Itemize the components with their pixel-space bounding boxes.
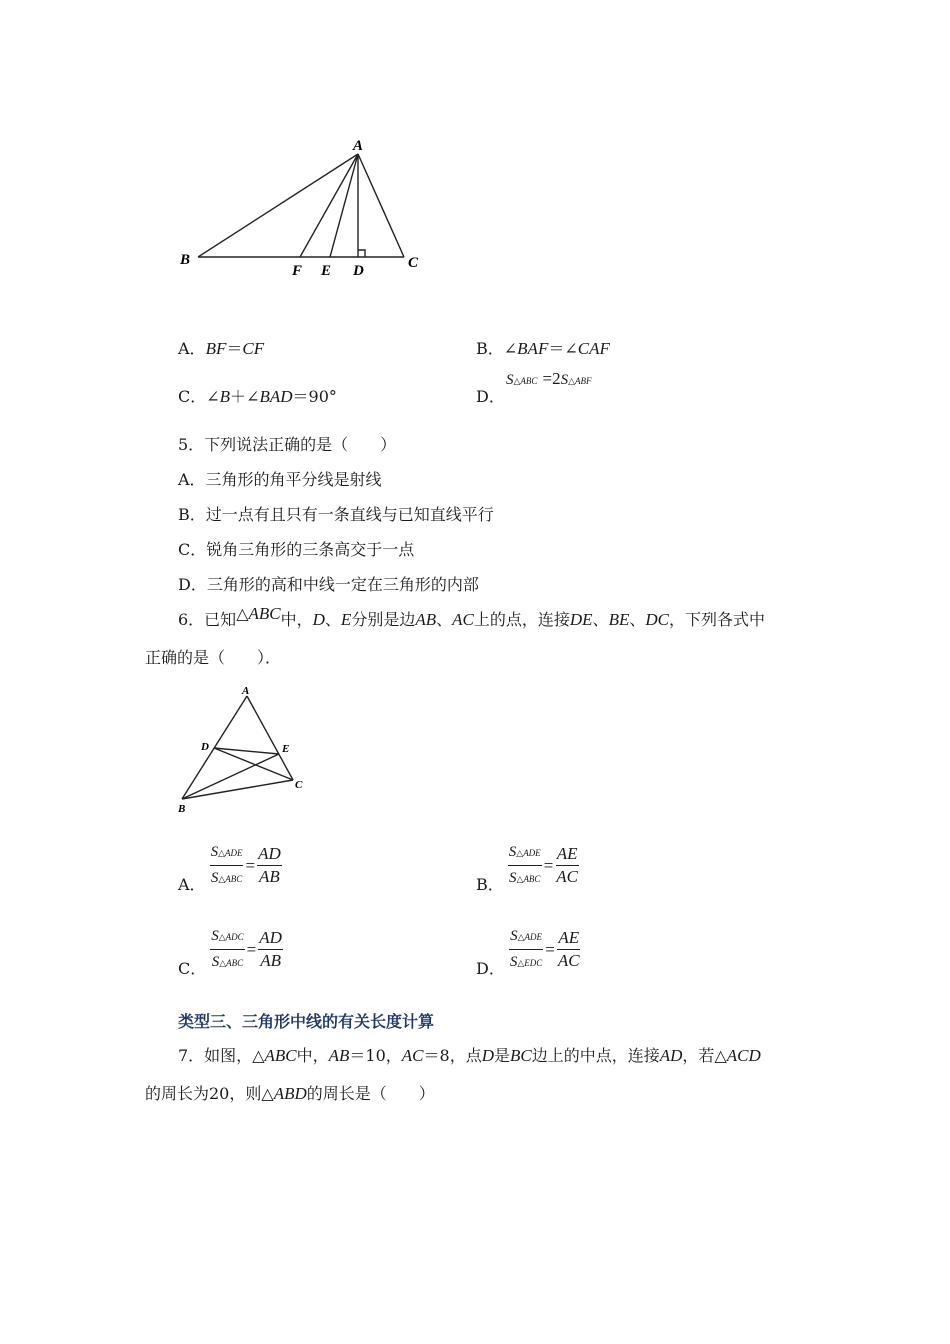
label-a: A — [242, 685, 250, 697]
figure-triangle-abc — [170, 130, 440, 310]
label-b: B — [178, 803, 186, 815]
triangle-symbol: △ — [568, 377, 576, 387]
q5-option-b[interactable]: B．过一点有且只有一条直线与已知直线平行 — [178, 505, 494, 524]
math-bad: BAD — [259, 387, 293, 406]
q4-option-a[interactable] — [178, 336, 264, 359]
equals-2: =2 — [542, 369, 561, 388]
q5-option-c[interactable]: C．锐角三角形的三条高交于一点 — [178, 540, 415, 559]
q7-stem-line1: 7．如图，△ABC中，AB＝10，AC＝8，点D是BC边上的中点，连接AD，若△ACD — [178, 1046, 761, 1065]
angle-symbol: ∠ — [246, 387, 260, 406]
figure-triangle-ade — [170, 682, 320, 817]
option-letter: C． — [178, 387, 207, 406]
sub-abc: ABC — [520, 376, 538, 386]
q6-stem-line1: 6．已知△ABC中，D、E分别是边AB、AC上的点，连接DE、BE、DC，下列各式中 — [178, 604, 765, 629]
q4-option-d-formula — [506, 369, 592, 389]
q6-option-b[interactable]: B． $\frac{\text{S△ADE}}{\text{S△ABC}}$ = $\frac{AE}{AC}$ — [476, 836, 579, 895]
math-caf: CAF — [577, 339, 610, 358]
segment-ac — [358, 154, 404, 257]
label-a: A — [353, 138, 364, 154]
q6-option-d[interactable]: D． $\frac{\text{S△ADE}}{\text{S△EDC}}$ = $\frac{AE}{AC}$ — [476, 920, 581, 979]
option-letter: B． — [476, 339, 504, 358]
equals: ＝ — [548, 339, 565, 358]
q4-option-b[interactable] — [476, 336, 610, 359]
label-d: D — [201, 741, 209, 753]
q6-stem-line2: 正确的是（ ）． — [145, 648, 282, 667]
q4-option-d[interactable] — [476, 384, 505, 407]
angle-symbol: ∠ — [206, 387, 220, 406]
label-e: E — [282, 743, 290, 755]
section-heading: 类型三、三角形中线的有关长度计算 — [178, 1012, 435, 1031]
label-c: C — [295, 779, 303, 791]
angle-symbol: ∠ — [503, 339, 518, 358]
label-b: B — [180, 252, 191, 268]
label-e: E — [321, 263, 332, 279]
label-c: C — [408, 255, 419, 271]
angle-symbol: ∠ — [564, 339, 578, 358]
segment-af — [300, 154, 358, 257]
q7-stem-line2: 的周长为20，则△ABD的周长是（ ） — [145, 1084, 435, 1103]
q5-option-d[interactable]: D．三角形的高和中线一定在三角形的内部 — [178, 575, 479, 594]
q5-option-a[interactable]: A．三角形的角平分线是射线 — [178, 470, 382, 489]
equals-90: ＝90° — [292, 387, 337, 406]
option-letter: A． — [178, 339, 206, 358]
q4-option-c[interactable] — [178, 384, 337, 407]
option-letter: D． — [476, 387, 505, 406]
equals: ＝ — [226, 339, 243, 358]
math-bf: BF — [205, 339, 227, 358]
sub-abf: ABF — [575, 376, 592, 386]
math-b: B — [219, 387, 231, 406]
q6-option-a[interactable]: A． $\frac{\text{S△ADE}}{\text{S△ABC}}$ = $\frac{AD}{AB}$ — [178, 836, 282, 895]
label-d: D — [353, 263, 364, 279]
math-baf: BAF — [517, 339, 549, 358]
q5-stem: 5．下列说法正确的是（ ） — [178, 435, 397, 454]
label-f: F — [292, 263, 303, 279]
triangle-symbol: △ — [513, 377, 521, 387]
plus: ＋ — [230, 387, 247, 406]
area-symbol: S — [560, 372, 569, 388]
q6-option-c[interactable]: C． $\frac{\text{S△ADC}}{\text{S△ABC}}$ = $\frac{AD}{AB}$ — [178, 920, 283, 979]
math-cf: CF — [242, 339, 265, 358]
right-angle-mark — [358, 250, 365, 257]
area-symbol: S — [506, 372, 514, 388]
